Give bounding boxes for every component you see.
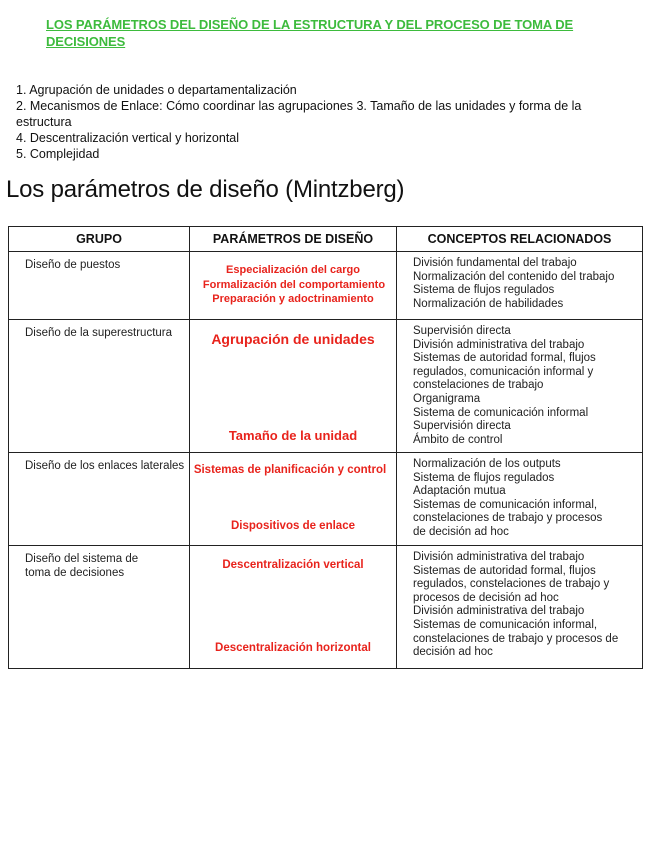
column-header-parameters: PARÁMETROS DE DISEÑO (190, 227, 397, 252)
design-parameter: Especialización del cargo (226, 264, 360, 276)
column-header-group: GRUPO (9, 227, 190, 252)
page-title: Los parámetros de diseño (Mintzberg) (6, 176, 405, 203)
intro-list (16, 82, 628, 162)
intro-list-item: 1. Agrupación de unidades o departamentalización (16, 83, 297, 97)
concept-item: Ámbito de control (413, 433, 503, 446)
section-heading-link[interactable]: LOS PARÁMETROS DEL DISEÑO DE LA ESTRUCTURA Y DEL PROCESO DE TOMA DE DECISIONES (46, 17, 574, 49)
intro-list-item: 4. Descentralización vertical y horizontal (16, 131, 240, 145)
concept-item: Normalización del contenido del trabajo (413, 270, 615, 283)
concept-item: Sistemas de comunicación informal, (413, 618, 598, 631)
table-row (9, 252, 643, 320)
concept-item: de decisión ad hoc (413, 525, 509, 538)
design-parameter: Descentralización horizontal (215, 642, 371, 654)
table-header-row (9, 227, 643, 252)
group-cell: Diseño de puestos (25, 259, 121, 271)
concept-item: regulados, comunicación informal y (413, 365, 594, 378)
concept-item: División administrativa del trabajo (413, 605, 585, 618)
group-cell: Diseño de la superestructura (25, 327, 173, 339)
concept-item: Normalización de los outputs (413, 458, 561, 470)
concept-item: Normalización de habilidades (413, 297, 564, 310)
concepts-cell (397, 252, 642, 315)
group-cell: Diseño del sistema de toma de decisiones (25, 553, 139, 579)
concept-item: Supervisión directa (413, 420, 511, 433)
design-parameter: Tamaño de la unidad (228, 428, 358, 443)
design-parameter: Agrupación de unidades (211, 331, 375, 347)
table-row (9, 453, 643, 546)
design-parameter: Preparación y adoctrinamiento (212, 293, 374, 305)
concept-item: División administrativa del trabajo (413, 551, 585, 563)
concept-item: Sistemas de autoridad formal, flujos (413, 564, 596, 577)
design-parameter: Sistemas de planificación y control (193, 464, 387, 476)
concepts-cell (397, 320, 642, 451)
concept-item: Organigrama (413, 392, 481, 405)
parameters-table (8, 226, 643, 669)
group-cell: Diseño de los enlaces laterales (25, 460, 185, 472)
concept-item: procesos de decisión ad hoc (413, 591, 559, 604)
table-row (9, 546, 643, 669)
concept-item: Adaptación mutua (413, 485, 506, 498)
concept-item: División fundamental del trabajo (413, 257, 577, 269)
intro-list-item: 5. Complejidad (16, 147, 100, 161)
concepts-cell (397, 546, 642, 664)
design-parameter: Dispositivos de enlace (231, 520, 355, 532)
column-header-concepts: CONCEPTOS RELACIONADOS (397, 227, 643, 252)
concept-item: Sistemas de autoridad formal, flujos (413, 352, 596, 365)
concept-item: constelaciones de trabajo (413, 379, 544, 392)
concept-item: Sistema de flujos regulados (413, 471, 555, 484)
concept-item: Sistemas de comunicación informal, (413, 498, 598, 511)
concept-item: Sistema de comunicación informal (413, 406, 589, 419)
concepts-cell (397, 453, 642, 544)
concept-item: Sistema de flujos regulados (413, 284, 555, 297)
concept-item: Supervisión directa (413, 325, 511, 337)
concept-item: decisión ad hoc (413, 646, 493, 659)
concept-item: constelaciones de trabajo y procesos (413, 512, 603, 525)
intro-list-item: 2. Mecanismos de Enlace: Cómo coordinar las agrupaciones 3. Tamaño de las unidades y forma de la estructura (16, 99, 582, 129)
table-row (9, 320, 643, 453)
concept-item: constelaciones de trabajo y procesos de (413, 632, 619, 645)
design-parameter: Descentralización vertical (222, 559, 364, 571)
concept-item: regulados, constelaciones de trabajo y (413, 578, 610, 591)
concept-item: División administrativa del trabajo (413, 338, 585, 351)
design-parameter: Formalización del comportamiento (202, 278, 386, 291)
